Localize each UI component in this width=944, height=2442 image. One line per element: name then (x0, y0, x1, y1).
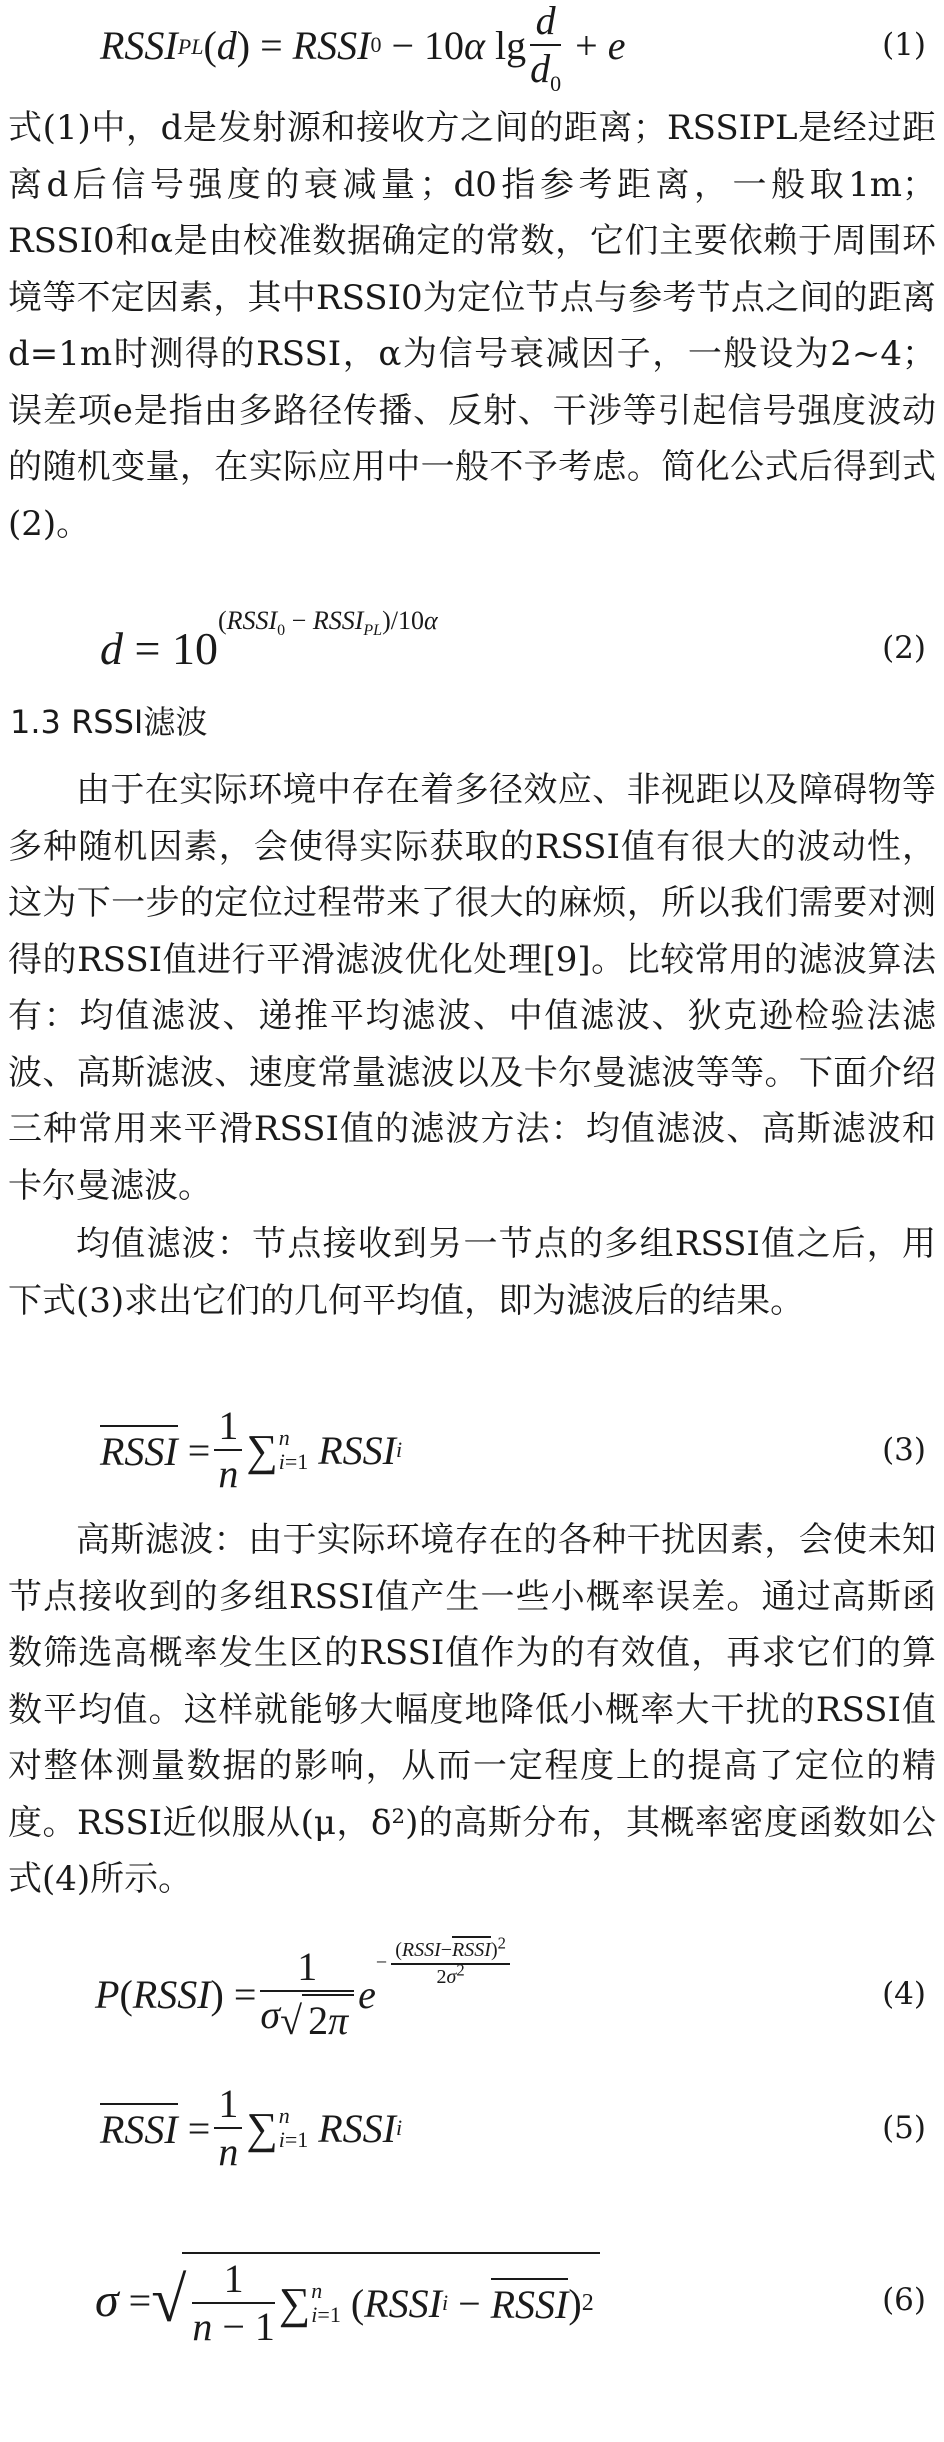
equation-1: RSSI PL ( d ) = RSSI 0 − 10 α lg $\frac{d}{d_0}$ + e (1) (100, 0, 926, 96)
section-heading: 1.3 RSSI滤波 (10, 703, 208, 741)
equation-number: (2) (882, 630, 926, 666)
body-paragraph: 由于在实际环境中存在着多径效应、非视距以及障碍物等多种随机因素，会使得实际获取的RSSI值有很大的波动性，这为下一步的定位过程带来了很大的麻烦，所以我们需要对测得的RSSI值进行平滑滤波优化处理[9]。比较常用的滤波算法有：均值滤波、递推平均滤波、中值滤波、狄克逊检验法滤波、高斯滤波、速度常量滤波以及卡尔曼滤波等等。下面介绍三种常用来平滑RSSI值的滤波方法：均值滤波、高斯滤波和卡尔曼滤波。 (8, 770, 936, 1206)
equation-5: RSSI = $\frac{1}{n}$ ∑ n i=1 RSSI i (5) (100, 2081, 926, 2174)
body-paragraph: 均值滤波：节点接收到另一节点的多组RSSI值之后，用下式(3)求出它们的几何平均值，即为滤波后的结果。 (8, 1224, 936, 1321)
equation-number: (3) (882, 1432, 926, 1468)
equation-number: (6) (882, 2282, 926, 2318)
equation-6: σ = √ $\frac{1}{n - 1}$ ∑ n i=1 ( RSSI i − RSSI ) 2 (6) (0, 2220, 944, 2380)
equation-2: d = 10 $^{(RSSI_0 - RSSI_{PL} )/10\alpha}$ (2) (100, 605, 926, 674)
body-paragraph: 式(1)中，d是发射源和接收方之间的距离；RSSIPL是经过距离d后信号强度的衰减量；d0指参考距离，一般取1m；RSSI0和α是由校准数据确定的常数，它们主要依赖于周围环境等不定因素，其中RSSI0为定位节点与参考节点之间的距离d=1m时测得的RSSI，α为信号衰减因子，一般设为2~4；误差项e是指由多路径传播、反射、干涉等引起信号强度波动的随机变量，在实际应用中一般不予考虑。简化公式后得到式(2)。 (8, 108, 936, 544)
equation-3: RSSI = $\frac{1}{n}$ ∑ n i=1 RSSI i (3) (100, 1403, 926, 1496)
equation-number: (1) (882, 27, 926, 63)
equation-4: P ( RSSI ) = $\frac{1}{\sigma√ 2\pi}$ e $^{- \frac{(RSSI-RSSI)^2}{2\sigma^2}}$ (4) (95, 1933, 926, 2044)
body-paragraph: 高斯滤波：由于实际环境存在的各种干扰因素，会使未知节点接收到的多组RSSI值产生一些小概率误差。通过高斯函数筛选高概率发生区的RSSI值作为的有效值，再求它们的算数平均值。这样就能够大幅度地降低小概率大干扰的RSSI值对整体测量数据的影响，从而一定程度上的提高了定位的精度。RSSI近似服从(μ，δ²)的高斯分布，其概率密度函数如公式(4)所示。 (8, 1520, 936, 1899)
equation-number: (5) (882, 2110, 926, 2146)
equation-number: (4) (882, 1976, 926, 2012)
